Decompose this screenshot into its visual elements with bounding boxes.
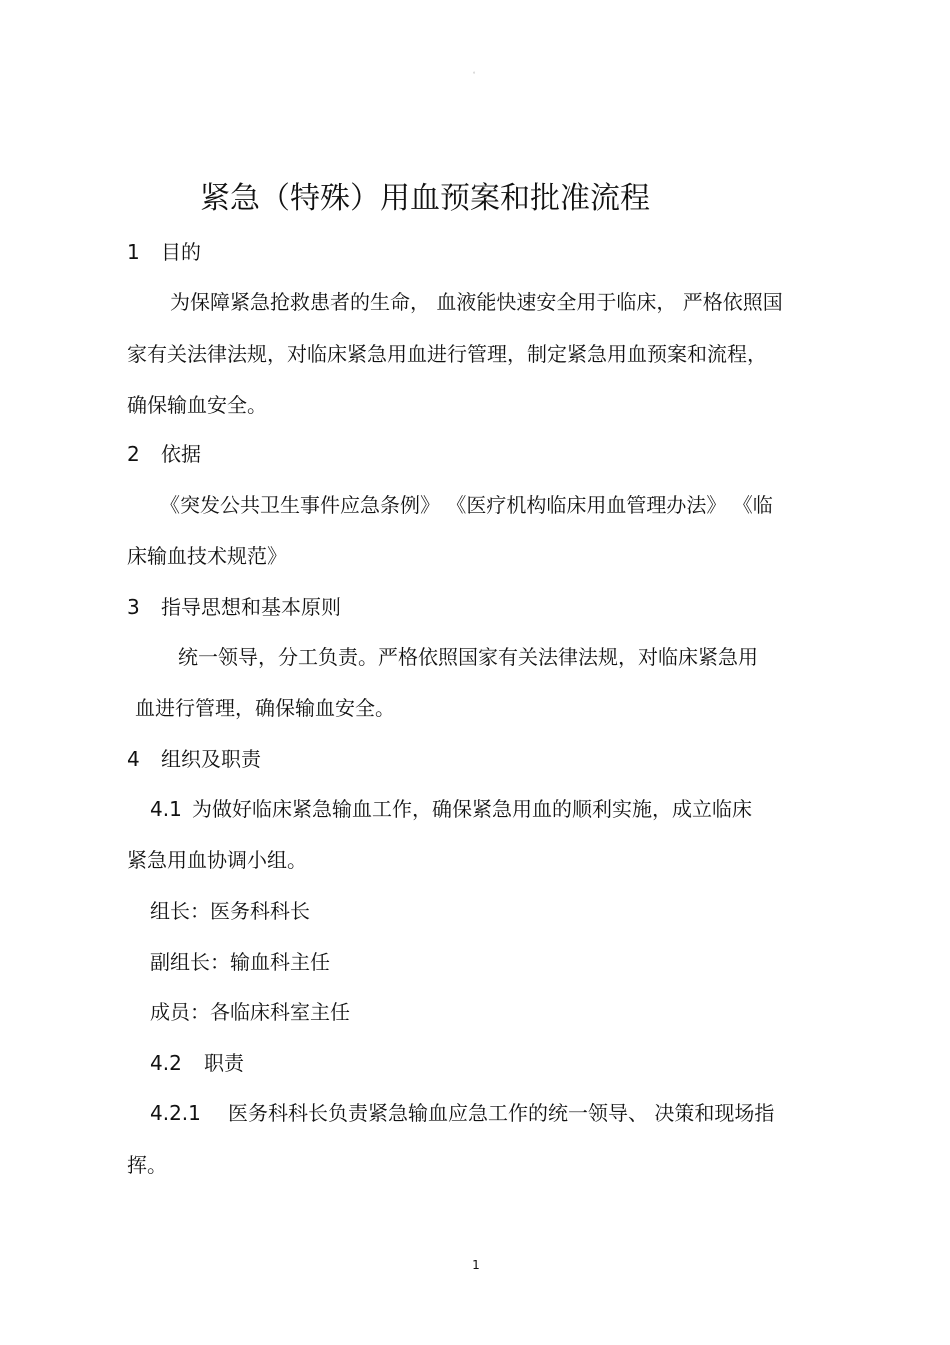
member-members: 成员：各临床科室主任 bbox=[150, 1000, 350, 1024]
section-3-line-2: 血进行管理，确保输血安全。 bbox=[135, 696, 395, 720]
top-mark: 。 bbox=[472, 68, 479, 75]
section-2-line-1: 《突发公共卫生事件应急条例》 《医疗机构临床用血管理办法》 《临 bbox=[160, 493, 773, 517]
section-1-line-2: 家有关法律法规，对临床紧急用血进行管理，制定紧急用血预案和流程， bbox=[127, 342, 767, 366]
section-2-line-2: 床输血技术规范》 bbox=[127, 544, 287, 568]
item-4-2-1-line-1 bbox=[150, 1099, 774, 1127]
section-3-line-1: 统一领导，分工负责。严格依照国家有关法律法规，对临床紧急用 bbox=[178, 645, 758, 669]
section-1-heading bbox=[127, 238, 201, 266]
document-title: 紧急（特殊）用血预案和批准流程 bbox=[200, 181, 650, 216]
item-4-2-title: 职责 bbox=[204, 1051, 244, 1075]
page-number: 1 bbox=[472, 1258, 480, 1272]
section-4-title: 组织及职责 bbox=[161, 747, 261, 771]
item-4-1-line-1 bbox=[150, 795, 752, 823]
member-leader: 组长：医务科科长 bbox=[150, 899, 310, 923]
section-2-number: 2 bbox=[127, 442, 140, 466]
item-4-1-number: 4.1 bbox=[150, 797, 182, 821]
item-4-2-number: 4.2 bbox=[150, 1051, 182, 1075]
item-4-2-1-line-2: 挥。 bbox=[127, 1153, 167, 1177]
item-4-2-1-number: 4.2.1 bbox=[150, 1101, 201, 1125]
section-4-heading bbox=[127, 745, 261, 773]
member-deputy-leader: 副组长：输血科主任 bbox=[150, 950, 330, 974]
section-3-title: 指导思想和基本原则 bbox=[161, 595, 341, 619]
section-1-line-1: 为保障紧急抢救患者的生命， 血液能快速安全用于临床， 严格依照国 bbox=[170, 290, 783, 314]
item-4-1-text: 为做好临床紧急输血工作，确保紧急用血的顺利实施，成立临床 bbox=[192, 797, 752, 821]
section-1-number: 1 bbox=[127, 240, 140, 264]
section-2-title: 依据 bbox=[161, 442, 201, 466]
section-1-title: 目的 bbox=[161, 240, 201, 264]
section-3-heading bbox=[127, 593, 341, 621]
item-4-1-line-2: 紧急用血协调小组。 bbox=[127, 848, 307, 872]
item-4-2-1-text: 医务科科长负责紧急输血应急工作的统一领导、 决策和现场指 bbox=[228, 1101, 775, 1125]
section-3-number: 3 bbox=[127, 595, 140, 619]
section-4-number: 4 bbox=[127, 747, 140, 771]
section-1-line-3: 确保输血安全。 bbox=[127, 393, 267, 417]
item-4-2-heading bbox=[150, 1049, 244, 1077]
section-2-heading bbox=[127, 440, 201, 468]
